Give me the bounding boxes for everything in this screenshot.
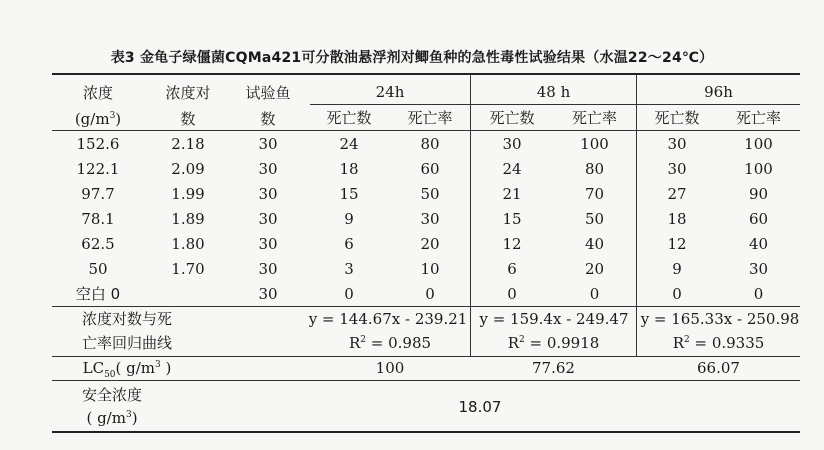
table-cell: 40 bbox=[748, 235, 769, 253]
lc50-48h: 77.62 bbox=[532, 359, 575, 377]
header-48h-dead: 死亡数 bbox=[489, 109, 535, 127]
r-squared-48h: $R^2 = 0.9918$ bbox=[507, 334, 600, 352]
table-cell: 30 bbox=[748, 260, 769, 278]
regression-label-2: 亡率回归曲线 bbox=[81, 334, 172, 352]
table-cell: 100 bbox=[744, 135, 773, 153]
table-cell: 30 bbox=[258, 160, 278, 178]
time-header-underline bbox=[310, 104, 800, 105]
lc50-24h: 100 bbox=[375, 359, 405, 377]
table-cell: 30 bbox=[258, 185, 278, 203]
table-cell: 18 bbox=[667, 210, 687, 228]
table-cell: 152.6 bbox=[76, 135, 120, 153]
header-24h: 24h bbox=[375, 83, 405, 101]
table-cell: 1.80 bbox=[171, 235, 205, 253]
regression-label: 浓度对数与死 bbox=[81, 310, 172, 328]
table-cell: 10 bbox=[420, 260, 440, 278]
table-cell: 30 bbox=[258, 210, 278, 228]
table-cell: 30 bbox=[258, 235, 278, 253]
safe-concentration-unit: ( $g/m^3$) bbox=[86, 409, 138, 427]
table-cell: 12 bbox=[667, 235, 687, 253]
table-cell: 6 bbox=[507, 260, 517, 278]
table-cell: 0 bbox=[344, 285, 354, 303]
header-bottom-line bbox=[52, 130, 800, 131]
data-bottom-line bbox=[52, 306, 800, 307]
table-cell: 15 bbox=[502, 210, 522, 228]
table-cell: 24 bbox=[502, 160, 522, 178]
table-cell: 30 bbox=[258, 135, 278, 153]
table-cell: 60 bbox=[748, 210, 769, 228]
table-cell: 122.1 bbox=[76, 160, 120, 178]
table-cell: 6 bbox=[344, 235, 354, 253]
table-cell: 空白 0 bbox=[75, 285, 121, 303]
table-cell: 30 bbox=[667, 160, 687, 178]
table-cell: 3 bbox=[344, 260, 354, 278]
table-cell: 9 bbox=[672, 260, 682, 278]
header-24h-rate: 死亡率 bbox=[407, 109, 453, 127]
table-cell: 0 bbox=[589, 285, 600, 303]
table-cell: 27 bbox=[667, 185, 687, 203]
table-cell: 30 bbox=[502, 135, 522, 153]
header-log-concentration-2: 数 bbox=[180, 110, 196, 128]
table-cell: 0 bbox=[753, 285, 764, 303]
header-96h-rate: 死亡率 bbox=[735, 109, 781, 127]
bottom-rule bbox=[52, 431, 800, 433]
lc50-label: $LC_{50}$( $g/m^3$ ) bbox=[82, 359, 172, 380]
regression-eq-96h: y = 165.33x - 250.98 bbox=[640, 310, 800, 328]
header-48h-rate: 死亡率 bbox=[571, 109, 617, 127]
table-title: 表3 金龟子绿僵菌CQMa421可分散油悬浮剂对鲫鱼种的急性毒性试验结果（水温22～24℃） bbox=[110, 50, 714, 66]
r-squared-24h: $R^2 = 0.985$ bbox=[348, 334, 432, 352]
table-cell: 97.7 bbox=[81, 185, 115, 203]
table-cell: 18 bbox=[339, 160, 359, 178]
table-cell: 80 bbox=[420, 135, 440, 153]
table-cell: 50 bbox=[420, 185, 440, 203]
header-96h: 96h bbox=[704, 83, 733, 101]
table-cell: 21 bbox=[502, 185, 522, 203]
lc50-bottom-line bbox=[52, 380, 800, 381]
table-cell: 0 bbox=[672, 285, 682, 303]
header-fish-count: 试验鱼 bbox=[245, 84, 291, 102]
header-fish-count-2: 数 bbox=[260, 110, 276, 128]
table-cell: 9 bbox=[344, 210, 354, 228]
table-cell: 0 bbox=[425, 285, 435, 303]
table-cell: 100 bbox=[580, 135, 609, 153]
table-cell: 30 bbox=[258, 285, 278, 303]
lc50-96h: 66.07 bbox=[697, 359, 740, 377]
table-cell: 90 bbox=[748, 185, 769, 203]
safe-concentration-value: 18.07 bbox=[458, 398, 502, 416]
table-cell: 30 bbox=[667, 135, 687, 153]
r-squared-96h: $R^2 = 0.9335$ bbox=[672, 334, 765, 352]
regression-eq-24h: y = 144.67x - 239.21 bbox=[308, 310, 468, 328]
table-cell: 62.5 bbox=[81, 235, 115, 253]
table-cell: 2.09 bbox=[171, 160, 205, 178]
table-cell bbox=[150, 283, 226, 305]
table-cell: 60 bbox=[420, 160, 440, 178]
table-cell: 12 bbox=[502, 235, 522, 253]
header-48h: 48 h bbox=[536, 83, 571, 101]
table-cell: 40 bbox=[584, 235, 605, 253]
header-log-concentration: 浓度对 bbox=[165, 84, 211, 102]
table-cell: 1.89 bbox=[171, 210, 205, 228]
table-cell: 30 bbox=[420, 210, 440, 228]
table-cell: 78.1 bbox=[81, 210, 115, 228]
header-24h-dead: 死亡数 bbox=[326, 109, 372, 127]
table-cell: 80 bbox=[584, 160, 605, 178]
table-cell: 2.18 bbox=[171, 135, 205, 153]
table-cell: 0 bbox=[507, 285, 517, 303]
top-rule bbox=[52, 73, 800, 75]
table-cell: 20 bbox=[420, 235, 440, 253]
header-96h-dead: 死亡数 bbox=[654, 109, 700, 127]
safe-concentration-label: 安全浓度 bbox=[81, 386, 142, 404]
regression-eq-48h: y = 159.4x - 249.47 bbox=[479, 310, 629, 328]
table-cell: 1.70 bbox=[171, 260, 205, 278]
table-cell: 50 bbox=[88, 260, 108, 278]
table-cell: 50 bbox=[584, 210, 605, 228]
table-cell: 100 bbox=[744, 160, 773, 178]
header-concentration: 浓度 bbox=[82, 84, 113, 102]
header-concentration-unit: $(g/m^3)$ bbox=[74, 110, 122, 128]
table-cell: 1.99 bbox=[171, 185, 205, 203]
table-cell: 24 bbox=[339, 135, 359, 153]
table-cell: 30 bbox=[258, 260, 278, 278]
table-cell: 20 bbox=[584, 260, 605, 278]
table-cell: 70 bbox=[584, 185, 605, 203]
table-cell: 15 bbox=[339, 185, 359, 203]
